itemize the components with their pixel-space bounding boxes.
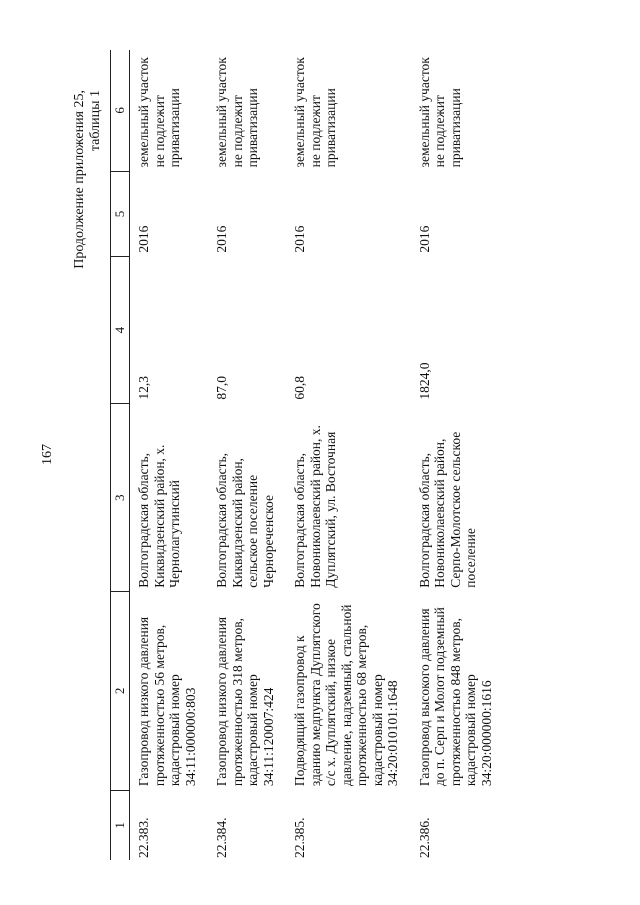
object-location: Волгоградская область, Новониколаевский район, х. Дуплятский, ул. Восточная: [292, 425, 338, 588]
page-number: 167: [40, 444, 55, 465]
continuation-line-1: Продолжение приложения 25,: [72, 90, 87, 269]
object-year: 2016: [416, 225, 432, 253]
object-year: 2016: [214, 225, 229, 253]
row-number: 22.386.: [416, 817, 432, 858]
object-value: 1824,0: [416, 362, 432, 400]
row-number: 22.384.: [214, 817, 229, 858]
object-name: Подводящий газопровод к зданию медпункта Дуплятского с/с х. Дуплятский, низкое давление, надземный, стальной протяженностью 68 метров, кадастровый номер 34:20:010101:1648: [292, 603, 400, 787]
column-header: 1: [111, 790, 130, 860]
object-name: Газопровод высокого давления до п. Серп и Молот подземный протяженностью 848 метров, кадастровый номер 34:20:000000:1616: [416, 607, 494, 787]
object-note: земельный участок не подлежит приватизации: [416, 57, 463, 168]
object-year: 2016: [292, 225, 307, 253]
object-value: 87,0: [214, 376, 229, 400]
continuation-note: [72, 90, 104, 310]
table-row: [130, 50, 209, 860]
object-note: земельный участок не подлежит приватизации: [136, 57, 182, 168]
object-name: Газопровод низкого давления протяженностью 56 метров, кадастровый номер 34:11:000000:803: [136, 616, 198, 787]
object-value: 12,3: [136, 376, 151, 400]
table-header-row: [111, 50, 130, 860]
row-number: 22.383.: [136, 817, 151, 858]
object-location: Волгоградская область, Новониколаевский район, Серпо-Молотское сельское поселение: [416, 431, 478, 588]
table-row: [411, 50, 505, 860]
continuation-line-2: таблицы 1: [88, 90, 103, 152]
object-location: Волгоградская область, Киквидзенский район, х. Чернолагутинский: [136, 444, 182, 588]
table-row: [286, 50, 411, 860]
column-header: 3: [111, 404, 130, 592]
table-row: [208, 50, 286, 860]
column-header: 2: [111, 592, 130, 790]
column-header: 5: [111, 171, 130, 256]
column-header: 6: [111, 50, 130, 171]
object-year: 2016: [136, 225, 151, 253]
object-name: Газопровод низкого давления протяженностью 318 метров, кадастровый номер 34:11:120007:424: [214, 616, 276, 787]
column-header: 4: [111, 257, 130, 404]
object-value: 60,8: [292, 376, 307, 400]
row-number: 22.385.: [292, 817, 307, 858]
object-note: земельный участок не подлежит приватизации: [292, 57, 338, 168]
object-location: Волгоградская область, Киквидзенский район, сельское поселение Чернореченское: [214, 452, 276, 588]
property-table: [110, 50, 504, 860]
object-note: земельный участок не подлежит приватизации: [214, 57, 260, 168]
